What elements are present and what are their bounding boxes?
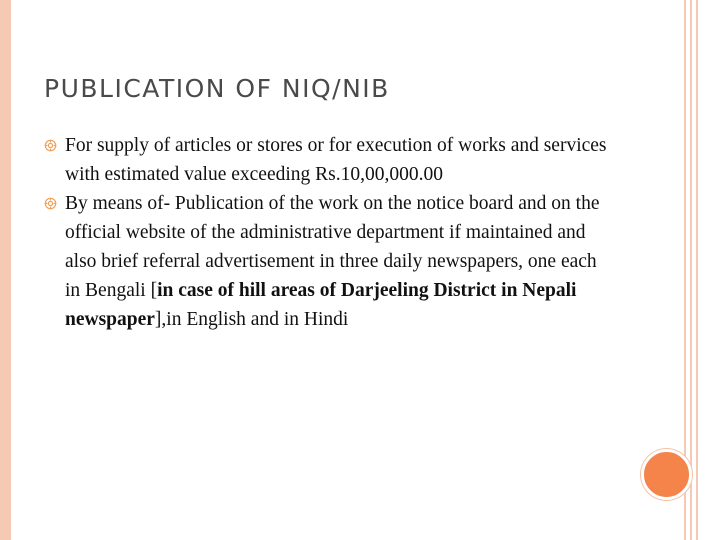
bullet-item <box>44 131 614 189</box>
slide-title: PUBLICATION OF NIQ/NIB <box>44 74 390 103</box>
bullet-list <box>44 131 614 334</box>
bullet-item <box>44 189 614 334</box>
bullet-text-end: ],in English and in Hindi <box>154 309 349 330</box>
decorative-orb <box>641 449 692 500</box>
sun-bullet-icon <box>44 197 57 210</box>
bullet-text: For supply of articles or stores or for execution of works and services with estimated value exceeding Rs.10,00,000.00 <box>65 135 607 185</box>
sun-bullet-icon <box>44 139 57 152</box>
bullet-text: By means of- Publication of the work on the notice board and on the official website of the administrative department if maintained and also brief referral advertisement in three daily newspapers, one each in Bengali [ <box>65 193 600 301</box>
left-decorative-border <box>0 0 11 540</box>
right-decorative-line <box>696 0 698 540</box>
right-decorative-line <box>690 0 692 540</box>
bullet-text-bold: in case of hill areas of Darjeeling District in Nepali newspaper <box>65 280 577 330</box>
